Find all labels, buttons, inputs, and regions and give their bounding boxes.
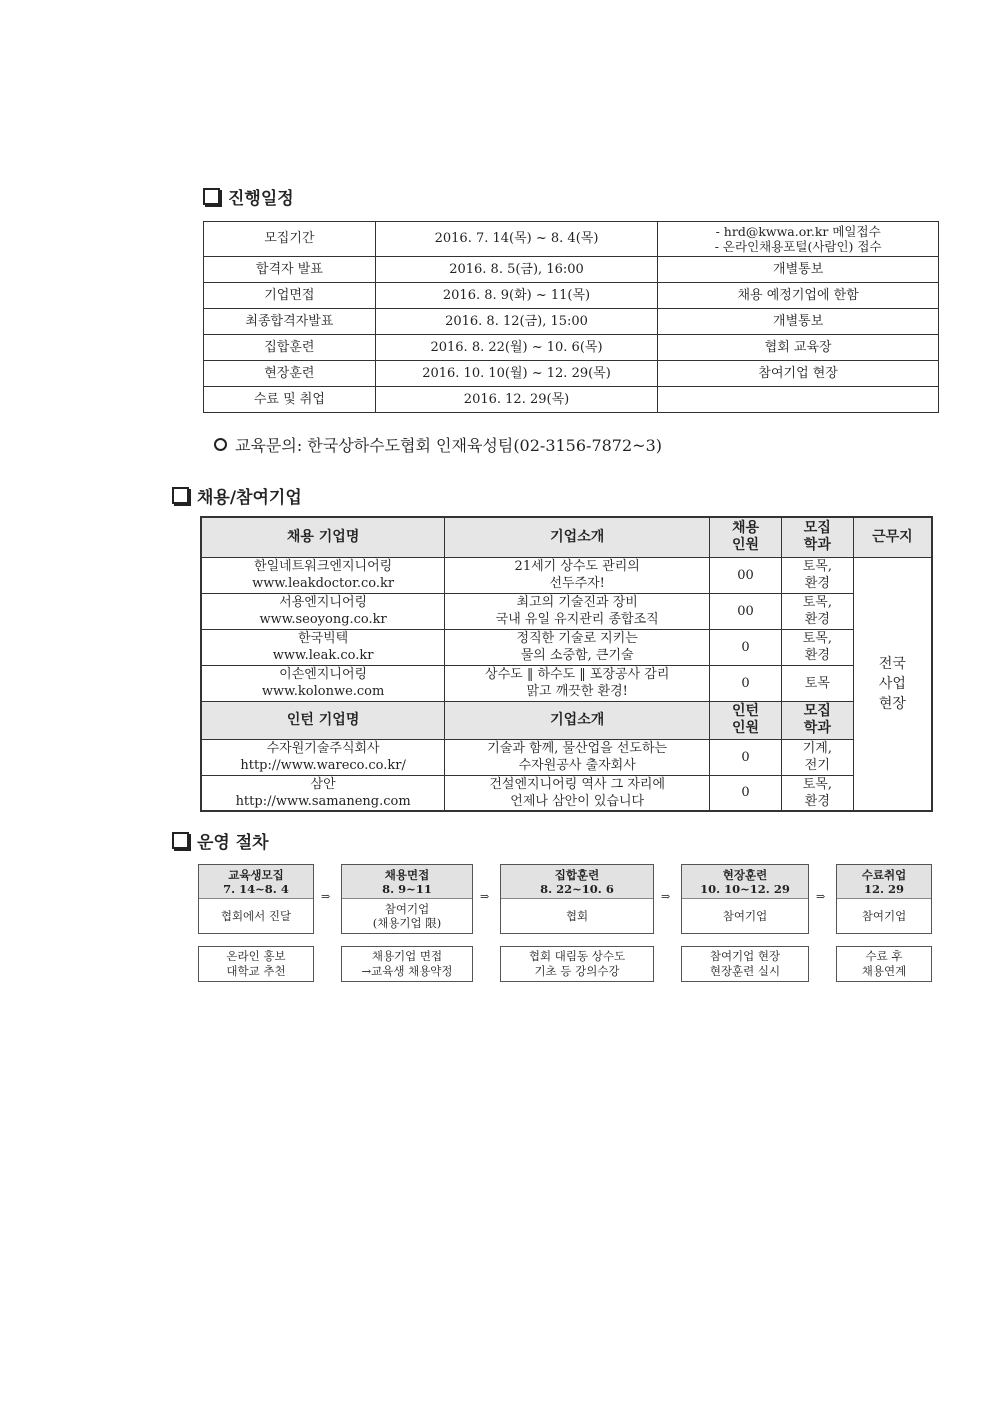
- header-company-name: 채용 기업명: [201, 517, 445, 557]
- schedule-date: 2016. 8. 9(화) ~ 11(목): [375, 283, 658, 309]
- header-line: 모집: [803, 703, 831, 719]
- schedule-note-line: - 온라인채용포털(사람인) 접수: [714, 239, 882, 254]
- note-line: 채용기업 면접: [371, 949, 443, 963]
- note-line: 채용연계: [861, 964, 907, 978]
- intro-line: 맑고 깨끗한 환경!: [526, 684, 628, 699]
- procedure-step: [341, 864, 473, 934]
- note-line: 참여기업 현장: [709, 949, 781, 963]
- note-line: 현장훈련 실시: [709, 964, 781, 978]
- step-body-line: 참여기업: [722, 909, 768, 923]
- dept-line: 환경: [804, 612, 830, 627]
- schedule-label: 현장훈련: [204, 361, 376, 387]
- header-line: 학과: [803, 720, 831, 736]
- header-line: 채용: [732, 520, 760, 537]
- note-line: 온라인 홍보: [226, 949, 286, 963]
- step-body: [501, 899, 653, 933]
- step-body-line: 협회: [565, 909, 589, 923]
- header-line: 인원: [732, 720, 760, 736]
- schedule-row: [204, 361, 939, 387]
- companies-title: 채용/참여기업: [197, 488, 302, 508]
- schedule-heading: [203, 184, 294, 209]
- intro-line: 수자원공사 출자회사: [518, 758, 636, 773]
- contact-text: 교육문의: 한국상하수도협회 인재육성팀(02-3156-7872~3): [235, 436, 662, 455]
- company-url[interactable]: http://www.wareco.co.kr/: [240, 758, 406, 773]
- company-name: 수자원기술주식회사: [266, 741, 380, 756]
- dept-line: 전기: [804, 758, 830, 773]
- company-row: [201, 629, 932, 665]
- step-body-line: 참여기업: [384, 902, 430, 916]
- company-name: 삼안: [310, 776, 336, 792]
- procedure-heading: [172, 828, 269, 853]
- step-note: [500, 946, 654, 982]
- intro-line: 언제나 삼안이 있습니다: [510, 793, 645, 809]
- department: [781, 557, 853, 593]
- step-period: 8. 22~10. 6: [540, 882, 614, 896]
- schedule-date: 2016. 8. 5(금), 16:00: [375, 257, 658, 283]
- intro-line: 21세기 상수도 관리의: [514, 559, 640, 574]
- schedule-label: 수료 및 취업: [204, 387, 376, 413]
- header-line: 인원: [732, 537, 760, 554]
- circle-bullet-icon: [214, 438, 227, 451]
- department: [781, 739, 853, 775]
- hire-count: 00: [710, 593, 782, 629]
- step-body-line: (채용기업 限): [372, 916, 442, 930]
- header-line: 모집: [803, 520, 831, 537]
- hire-count: 00: [710, 557, 782, 593]
- intern-header-row: [201, 701, 932, 739]
- schedule-row: [204, 335, 939, 361]
- header-line: 인턴: [732, 703, 760, 719]
- procedure-step: [836, 864, 932, 934]
- arrow-right-icon: ⇒: [661, 890, 671, 903]
- intern-row: [201, 739, 932, 775]
- step-header: [682, 865, 808, 899]
- dept-line: 환경: [804, 793, 830, 809]
- intro-line: 건설엔지니어링 역사 그 자리에: [489, 776, 666, 792]
- note-line: 수료 후: [865, 949, 903, 963]
- schedule-date: 2016. 7. 14(목) ~ 8. 4(목): [375, 222, 658, 257]
- header-location: 근무지: [853, 517, 932, 557]
- company-name: 한국빅텍: [298, 631, 349, 646]
- department: [781, 775, 853, 811]
- hire-count: 0: [710, 665, 782, 701]
- step-header: [199, 865, 313, 899]
- location-line: 현장: [878, 695, 906, 712]
- intern-count: 0: [710, 739, 782, 775]
- header-intern-department: [781, 701, 853, 739]
- schedule-label: 합격자 발표: [204, 257, 376, 283]
- company-row: [201, 665, 932, 701]
- intro-line: 물의 소중함, 큰기술: [520, 648, 634, 663]
- schedule-note: [658, 387, 939, 413]
- note-line: 대학교 추천: [226, 964, 286, 978]
- step-period: 10. 10~12. 29: [700, 882, 790, 896]
- dept-line: 기계,: [802, 741, 832, 756]
- company-row: [201, 593, 932, 629]
- company-url[interactable]: http://www.samaneng.com: [235, 793, 411, 809]
- company-intro: [445, 665, 710, 701]
- header-line: 학과: [803, 537, 831, 554]
- procedure-title: 운영 절차: [197, 833, 269, 853]
- work-location: [853, 557, 932, 811]
- header-company-intro: 기업소개: [445, 517, 710, 557]
- department: 토목: [781, 665, 853, 701]
- company-name: 한일네트워크엔지니어링: [254, 559, 393, 574]
- procedure-step: [500, 864, 654, 934]
- company-name: 서용엔지니어링: [279, 595, 368, 610]
- schedule-label: 기업면접: [204, 283, 376, 309]
- intro-line: 기술과 함께, 물산업을 선도하는: [487, 741, 668, 756]
- arrow-right-icon: ⇒: [321, 890, 331, 903]
- department: [781, 629, 853, 665]
- schedule-title: 진행일정: [228, 189, 294, 209]
- dept-line: 토목,: [802, 559, 832, 574]
- step-period: 7. 14~8. 4: [223, 882, 289, 896]
- company-name-cell: [201, 665, 445, 701]
- intro-line: 정직한 기술로 지키는: [516, 631, 638, 646]
- intern-count: 0: [710, 775, 782, 811]
- intro-line: 선두주자!: [549, 576, 605, 591]
- company-intro: [445, 739, 710, 775]
- company-name-cell: [201, 557, 445, 593]
- location-line: 전국: [878, 655, 906, 672]
- company-url[interactable]: www.leak.co.kr: [272, 648, 374, 663]
- step-title: 수료취업: [861, 868, 907, 882]
- step-body: [682, 899, 808, 933]
- square-bullet-icon: [203, 188, 220, 205]
- schedule-date: 2016. 12. 29(목): [375, 387, 658, 413]
- department: [781, 593, 853, 629]
- note-line: →교육생 채용약정: [361, 964, 453, 978]
- header-intern-name: 인턴 기업명: [201, 701, 445, 739]
- company-row: [201, 557, 932, 593]
- step-header: [501, 865, 653, 899]
- schedule-note: [658, 222, 939, 257]
- companies-table: [200, 516, 933, 812]
- intro-line: 상수도 ‖ 하수도 ‖ 포장공사 감리: [485, 667, 670, 682]
- arrow-right-icon: ⇒: [816, 890, 826, 903]
- schedule-row: [204, 222, 939, 257]
- procedure-step: [198, 864, 314, 934]
- schedule-table: [203, 221, 939, 413]
- schedule-date: 2016. 8. 22(월) ~ 10. 6(목): [375, 335, 658, 361]
- dept-line: 환경: [804, 576, 830, 591]
- schedule-note: 협회 교육장: [658, 335, 939, 361]
- step-body: [837, 899, 931, 933]
- schedule-label: 집합훈련: [204, 335, 376, 361]
- company-name-cell: [201, 593, 445, 629]
- hire-count: 0: [710, 629, 782, 665]
- company-name: 이손엔지니어링: [279, 667, 368, 682]
- dept-line: 토목,: [802, 776, 832, 792]
- schedule-row: [204, 309, 939, 335]
- intro-line: 국내 유일 유지관리 종합조직: [495, 612, 659, 627]
- company-intro: [445, 775, 710, 811]
- schedule-row: [204, 283, 939, 309]
- step-note: [198, 946, 314, 982]
- dept-line: 토목,: [802, 631, 832, 646]
- schedule-note: 참여기업 현장: [658, 361, 939, 387]
- dept-line: 환경: [804, 648, 830, 663]
- step-body: [199, 899, 313, 933]
- step-header: [837, 865, 931, 899]
- contact-line: [214, 433, 662, 456]
- dept-line: 토목,: [802, 595, 832, 610]
- header-intern-count: [710, 701, 782, 739]
- step-note: [341, 946, 473, 982]
- step-header: [342, 865, 472, 899]
- step-body-line: 참여기업: [861, 909, 907, 923]
- square-bullet-icon: [172, 487, 189, 504]
- schedule-note: 개별통보: [658, 309, 939, 335]
- company-url[interactable]: www.kolonwe.com: [261, 684, 385, 699]
- step-note: [681, 946, 809, 982]
- companies-header-row: [201, 517, 932, 557]
- schedule-label: 모집기간: [204, 222, 376, 257]
- intro-line: 최고의 기술진과 장비: [516, 595, 638, 610]
- header-hire-count: [710, 517, 782, 557]
- company-url[interactable]: www.leakdoctor.co.kr: [252, 576, 395, 591]
- companies-heading: [172, 483, 302, 508]
- intern-row: [201, 775, 932, 811]
- step-title: 집합훈련: [554, 868, 600, 882]
- company-name-cell: [201, 739, 445, 775]
- company-intro: [445, 629, 710, 665]
- company-intro: [445, 557, 710, 593]
- step-title: 현장훈련: [722, 868, 768, 882]
- square-bullet-icon: [172, 832, 189, 849]
- step-note: [836, 946, 932, 982]
- schedule-label: 최종합격자발표: [204, 309, 376, 335]
- company-name-cell: [201, 629, 445, 665]
- arrow-right-icon: ⇒: [480, 890, 490, 903]
- step-period: 12. 29: [863, 882, 904, 896]
- schedule-date: 2016. 10. 10(월) ~ 12. 29(목): [375, 361, 658, 387]
- procedure-step: [681, 864, 809, 934]
- schedule-date: 2016. 8. 12(금), 15:00: [375, 309, 658, 335]
- company-url[interactable]: www.seoyong.co.kr: [259, 612, 387, 627]
- company-intro: [445, 593, 710, 629]
- step-title: 교육생모집: [228, 868, 284, 882]
- schedule-row: [204, 387, 939, 413]
- schedule-row: [204, 257, 939, 283]
- schedule-note: 개별통보: [658, 257, 939, 283]
- company-name-cell: [201, 775, 445, 811]
- schedule-note: 채용 예정기업에 한함: [658, 283, 939, 309]
- step-body-line: 협회에서 진달: [220, 909, 292, 923]
- note-line: 협회 대림동 상수도: [528, 949, 626, 963]
- schedule-note-line: - hrd@kwwa.or.kr 메일접수: [715, 224, 881, 239]
- step-period: 8. 9~11: [382, 882, 432, 896]
- step-title: 채용면접: [384, 868, 430, 882]
- location-line: 사업: [878, 675, 906, 692]
- header-department: [781, 517, 853, 557]
- note-line: 기초 등 강의수강: [534, 964, 620, 978]
- step-body: [342, 899, 472, 933]
- header-intern-intro: 기업소개: [445, 701, 710, 739]
